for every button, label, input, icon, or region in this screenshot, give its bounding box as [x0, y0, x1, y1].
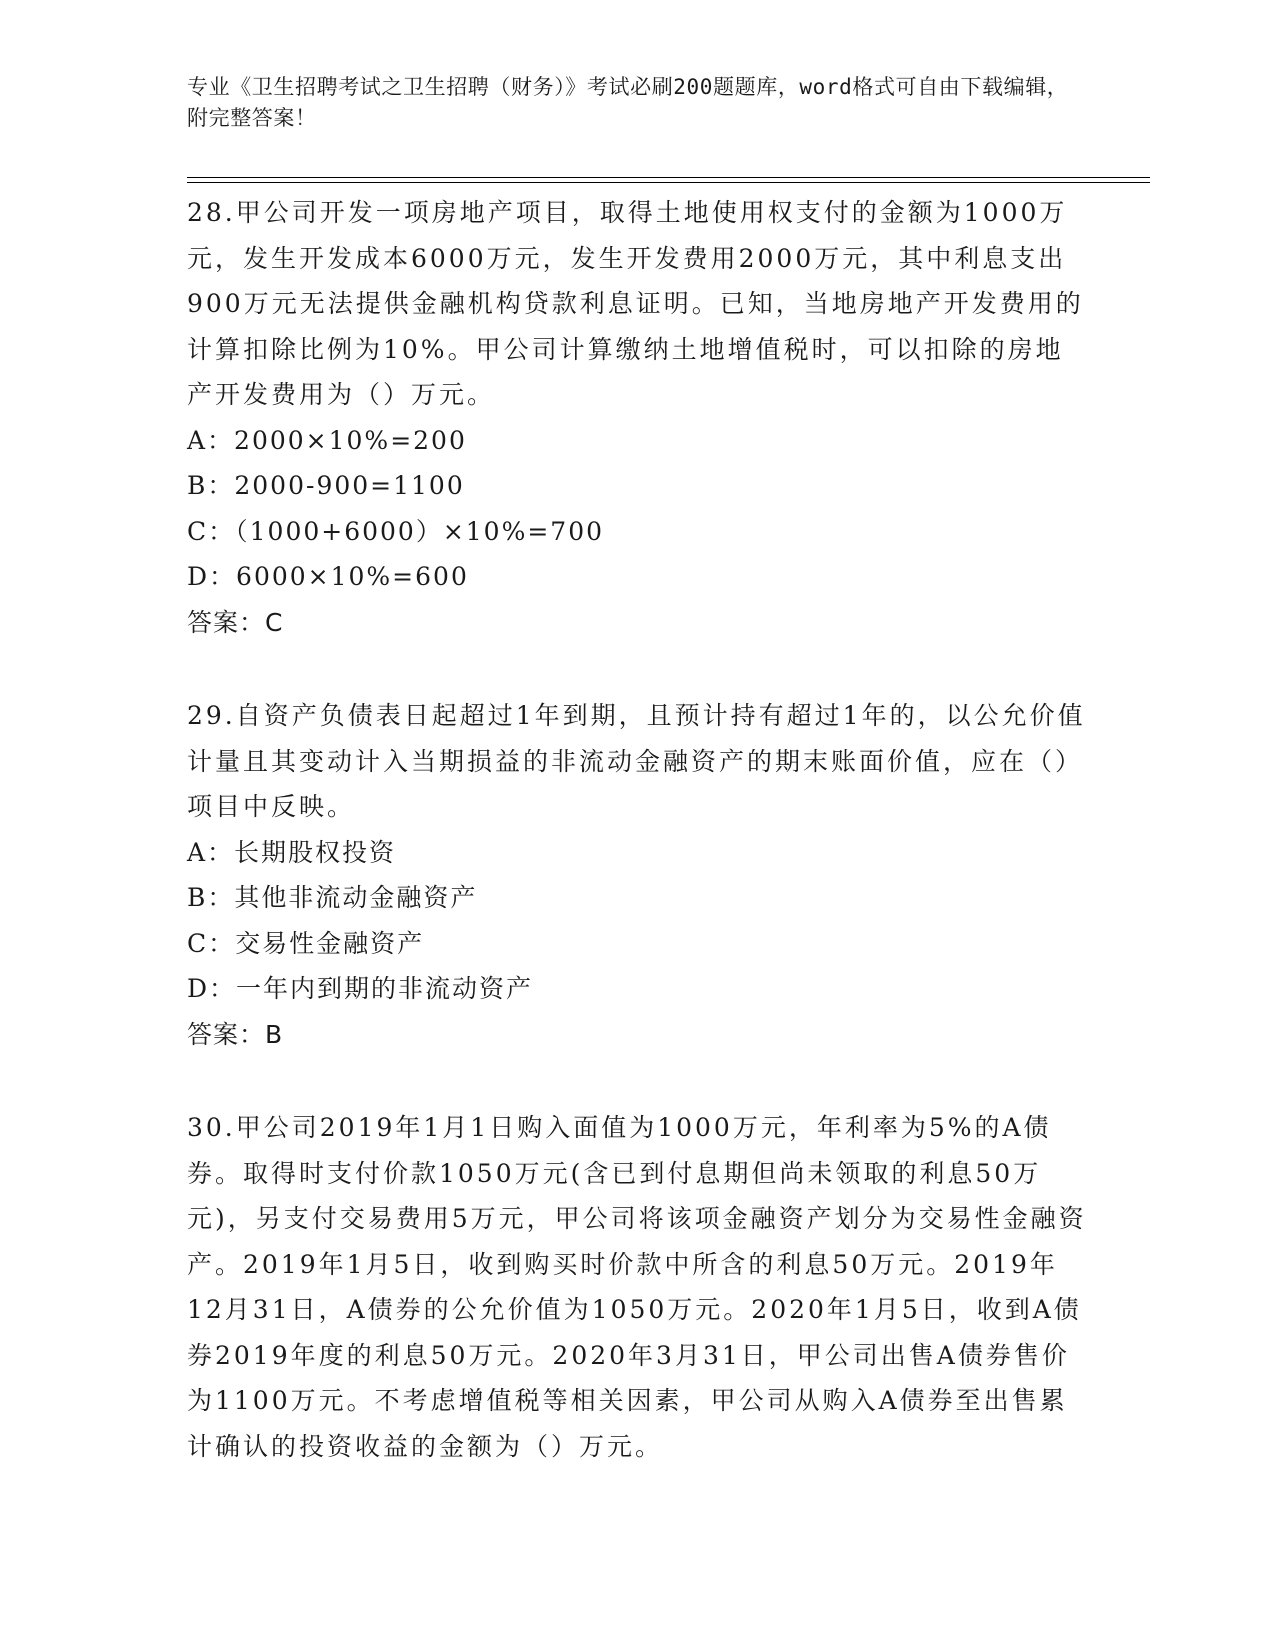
option-c: C：交易性金融资产 — [187, 928, 425, 958]
option-b: B：其他非流动金融资产 — [187, 883, 478, 912]
header-divider-top — [187, 177, 1150, 178]
question-text: 29.自资产负债表日起超过1年到期，且预计持有超过1年的，以公允价值计量且其变动计入当期损益的非流动金融资产的期末账面价值，应在（）项目中反映。 — [187, 701, 1086, 821]
question-text: 30.甲公司2019年1月1日购入面值为1000万元，年利率为5%的A债券。取得时支付价款1050万元(含已到付息期但尚未领取的利息50万元)，另支付交易费用5万元，甲公司将该项金融资产划分为交易性金融资产。2019年1月5日，收到购买时价款中所含的利息50万元。2019年12月31日，A债券的公允价值为1050万元。2020年1月5日，收到A债券2019年度的利息50万元。2020年3月31日，甲公司出售A债券售价为1100万元。不考虑增值税等相关因素，甲公司从购入A债券至出售累计确认的投资收益的金额为（）万元。 — [187, 1113, 1087, 1461]
question-29 — [187, 693, 1087, 1057]
option-a: A：2000×10%=200 — [187, 425, 467, 455]
question-text: 28.甲公司开发一项房地产项目，取得土地使用权支付的金额为1000万元，发生开发成本6000万元，发生开发费用2000万元，其中利息支出900万元无法提供金融机构贷款利息证明。已知，当地房地产开发费用的计算扣除比例为10%。甲公司计算缴纳土地增值税时，可以扣除的房地产开发费用为（）万元。 — [187, 198, 1084, 409]
question-list — [187, 190, 1087, 1517]
question-30 — [187, 1105, 1087, 1469]
header-divider-bottom — [187, 182, 1150, 183]
option-c: C：（1000+6000）×10%=700 — [187, 516, 605, 546]
document-header: 专业《卫生招聘考试之卫生招聘（财务）》考试必刷200题题库，word格式可自由下载编辑，附完整答案！ — [187, 75, 1069, 130]
answer-line: 答案：C — [187, 607, 284, 637]
question-28 — [187, 190, 1087, 645]
option-a: A：长期股权投资 — [187, 837, 397, 867]
answer-line: 答案：B — [187, 1019, 284, 1049]
option-d: D：一年内到期的非流动资产 — [187, 974, 534, 1003]
option-b: B：2000-900=1100 — [187, 471, 465, 500]
option-d: D：6000×10%=600 — [187, 562, 469, 591]
